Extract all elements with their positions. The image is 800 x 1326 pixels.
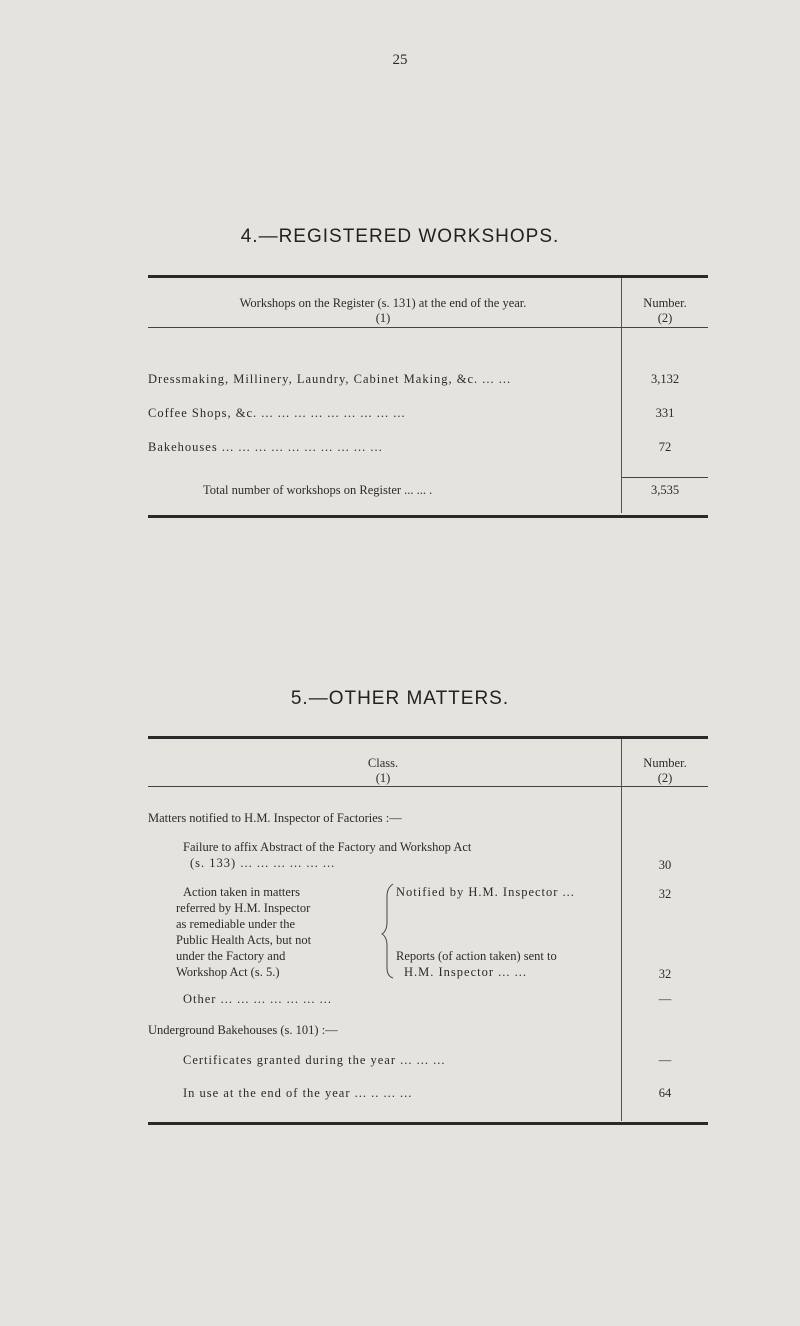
registered-workshops-table [148,275,708,520]
row-bakehouses-value: 72 [658,440,672,454]
table-top-rule [148,736,708,739]
notified-value: 32 [658,887,672,901]
other-matters-table [148,736,708,1128]
failure-abstract-value: 30 [658,858,672,872]
underground-bakehouses-heading: Underground Bakehouses (s. 101) :— [148,1023,338,1037]
col1-header: Class. [367,756,399,770]
row-dressmaking-label: Dressmaking, Millinery, Laundry, Cabinet Making, &c. ... ... [148,372,512,386]
in-use-label: In use at the end of the year ... .. ... ... [183,1086,413,1100]
action-taken-line: under the Factory and [176,949,286,963]
in-use-value: 64 [658,1086,672,1100]
action-taken-line: Workshop Act (s. 5.) [176,965,280,979]
table-top-rule [148,275,708,278]
registered-workshops-title: 4.—REGISTERED WORKSHOPS. [240,226,560,247]
total-value: 3,535 [650,483,680,497]
col1-subheader: (1) [375,311,391,325]
matters-notified-heading: Matters notified to H.M. Inspector of Factories :— [148,811,402,825]
page-number: 25 [392,52,408,68]
col2-subheader: (2) [657,311,673,325]
action-taken-line: referred by H.M. Inspector [176,901,311,915]
table-bottom-rule [148,1122,708,1125]
row-bakehouses-label: Bakehouses ... ... ... ... ... ... ... ... ... ... [148,440,383,454]
failure-abstract-line1: Failure to affix Abstract of the Factory and Workshop Act [183,840,472,854]
reports-line1: Reports (of action taken) sent to [396,949,557,963]
table-bottom-rule [148,515,708,518]
failure-abstract-line2: (s. 133) ... ... ... ... ... ... [190,856,336,870]
brace-icon [381,882,395,980]
certificates-value: — [658,1053,672,1067]
total-label: Total number of workshops on Register ... ... . [203,483,433,497]
col2-header: Number. [643,756,687,770]
other-matters-title: 5.—OTHER MATTERS. [290,688,510,709]
row-coffee-shops-label: Coffee Shops, &c. ... ... ... ... ... ... ... ... ... [148,406,406,420]
header-rule [148,786,708,787]
notified-label: Notified by H.M. Inspector ... [396,885,575,899]
col2-subheader: (2) [657,771,673,785]
reports-value: 32 [658,967,672,981]
left-brace [381,882,395,980]
action-taken-line: Public Health Acts, but not [176,933,312,947]
action-taken-line: as remediable under the [176,917,296,931]
row-coffee-shops-value: 331 [655,406,675,420]
other-label: Other ... ... ... ... ... ... ... [183,992,332,1006]
reports-line2: H.M. Inspector ... ... [404,965,528,979]
other-value: — [658,992,672,1006]
col1-subheader: (1) [375,771,391,785]
total-rule [622,477,708,478]
row-dressmaking-value: 3,132 [650,372,680,386]
header-rule [148,327,708,328]
col2-header: Number. [643,296,687,310]
action-taken-line: Action taken in matters [183,885,300,899]
col1-header: Workshops on the Register (s. 131) at the end of the year. [239,296,527,310]
certificates-label: Certificates granted during the year ... ... ... [183,1053,446,1067]
